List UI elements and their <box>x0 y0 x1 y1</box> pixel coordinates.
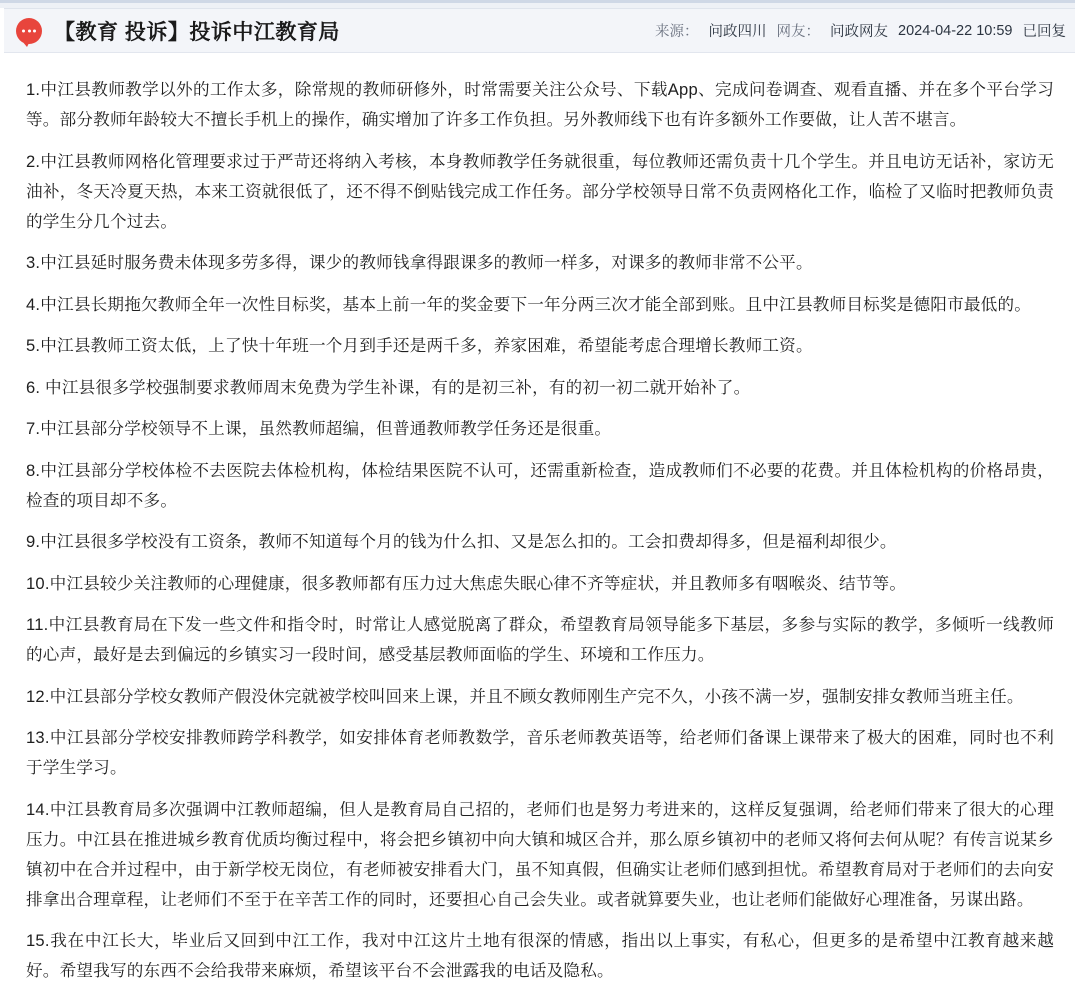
paragraph: 5.中江县教师工资太低，上了快十年班一个月到手还是两千多，养家困难，希望能考虑合理增长教师工资。 <box>26 336 813 355</box>
paragraph: 12.中江县部分学校女教师产假没休完就被学校叫回来上课，并且不顾女教师刚生产完不久，小孩不满一岁，强制安排女教师当班主任。 <box>26 686 1024 706</box>
status-badge: 已回复 <box>1022 24 1066 40</box>
post-header <box>0 9 1080 53</box>
post-body <box>0 53 1080 1008</box>
paragraph: 7.中江县部分学校领导不上课，虽然教师超编，但普通教师教学任务还是很重。 <box>26 419 612 438</box>
paragraph: 9.中江县很多学校没有工资条，教师不知道每个月的钱为什么扣、又是怎么扣的。工会扣费却得多，但是福利却很少。 <box>26 532 897 551</box>
paragraph: 8.中江县部分学校体检不去医院去体检机构，体检结果医院不认可，还需重新检查，造成教师们不必要的花费。并且体检机构的价格昂贵，检查的项目却不多。 <box>26 460 1054 510</box>
page-right-edge <box>1075 0 1080 849</box>
page-title: 【教育 投诉】投诉中江教育局 <box>54 20 340 44</box>
meta-source-label: 来源： <box>655 24 699 40</box>
paragraph: 1.中江县教师教学以外的工作太多，除常规的教师研修外，时常需要关注公众号、下载App、完成问卷调查、观看直播、并在多个平台学习等。部分教师年龄较大不擅长手机上的操作，确实增加了许多工作负担。另外教师线下也有许多额外工作要做，让人苦不堪言。 <box>26 80 1054 129</box>
paragraph: 11.中江县教育局在下发一些文件和指令时，时常让人感觉脱离了群众，希望教育局领导能多下基层，多参与实际的教学，多倾听一线教师的心声，最好是去到偏远的乡镇实习一段时间，感受基层教师面临的学生、环境和工作压力。 <box>26 615 1054 664</box>
meta-user-value[interactable]: 问政网友 <box>830 24 888 40</box>
meta-timestamp: 2024-04-22 10:59 <box>898 22 1013 39</box>
meta-user-label: 网友： <box>776 24 820 40</box>
window-topbar <box>0 0 1080 9</box>
paragraph: 6. 中江县很多学校强制要求教师周末免费为学生补课，有的是初三补，有的初一初二就开始补了。 <box>26 377 751 397</box>
page-left-edge <box>0 8 4 849</box>
paragraph: 4.中江县长期拖欠教师全年一次性目标奖，基本上前一年的奖金要下一年分两三次才能全部到账。且中江县教师目标奖是德阳市最低的。 <box>26 294 1032 314</box>
paragraph: 14.中江县教育局多次强调中江教师超编，但人是教育局自己招的，老师们也是努力考进来的，这样反复强调，给老师们带来了很大的心理压力。中江县在推进城乡教育优质均衡过程中，将会把乡镇初中向大镇和城区合并，那么原乡镇初中的老师又将何去何从呢？有传言说某乡镇初中在合并过程中，由于新学校无岗位，有老师被安排看大门，虽不知真假，但确实让老师们感到担忧。希望教育局对于老师们的去向安排拿出合理章程，让老师们不至于在辛苦工作的同时，还要担心自己会失业。或者就算要失业，也让老师们能做好心理准备，另谋出路。 <box>26 799 1054 909</box>
speech-bubble-icon <box>16 18 42 44</box>
paragraph: 13.中江县部分学校安排教师跨学科教学，如安排体育老师教数学，音乐老师教英语等，给老师们备课上课带来了极大的困难，同时也不利于学生学习。 <box>26 728 1054 777</box>
paragraph: 3.中江县延时服务费未体现多劳多得，课少的教师钱拿得跟课多的教师一样多，对课多的教师非常不公平。 <box>26 253 813 272</box>
paragraph: 10.中江县较少关注教师的心理健康，很多教师都有压力过大焦虑失眠心律不齐等症状，并且教师多有咽喉炎、结节等。 <box>26 573 907 593</box>
paragraph: 15.我在中江长大，毕业后又回到中江工作，我对中江这片土地有很深的情感，指出以上事实，有私心，但更多的是希望中江教育越来越好。希望我写的东西不会给我带来麻烦，希望该平台不会泄露我的电话及隐私。 <box>26 931 1054 980</box>
topbar-accent-line <box>0 0 1080 3</box>
meta-source-value[interactable]: 问政四川 <box>708 24 767 40</box>
paragraph: 2.中江县教师网格化管理要求过于严苛还将纳入考核，本身教师教学任务就很重，每位教师还需负责十几个学生。并且电访无话补，家访无油补，冬天冷夏天热，本来工资就很低了，还不得不倒贴钱完成工作任务。部分学校领导日常不负责网格化工作，临检了又临时把教师负责的学生分几个过去。 <box>26 151 1054 231</box>
post-meta <box>655 20 1066 41</box>
